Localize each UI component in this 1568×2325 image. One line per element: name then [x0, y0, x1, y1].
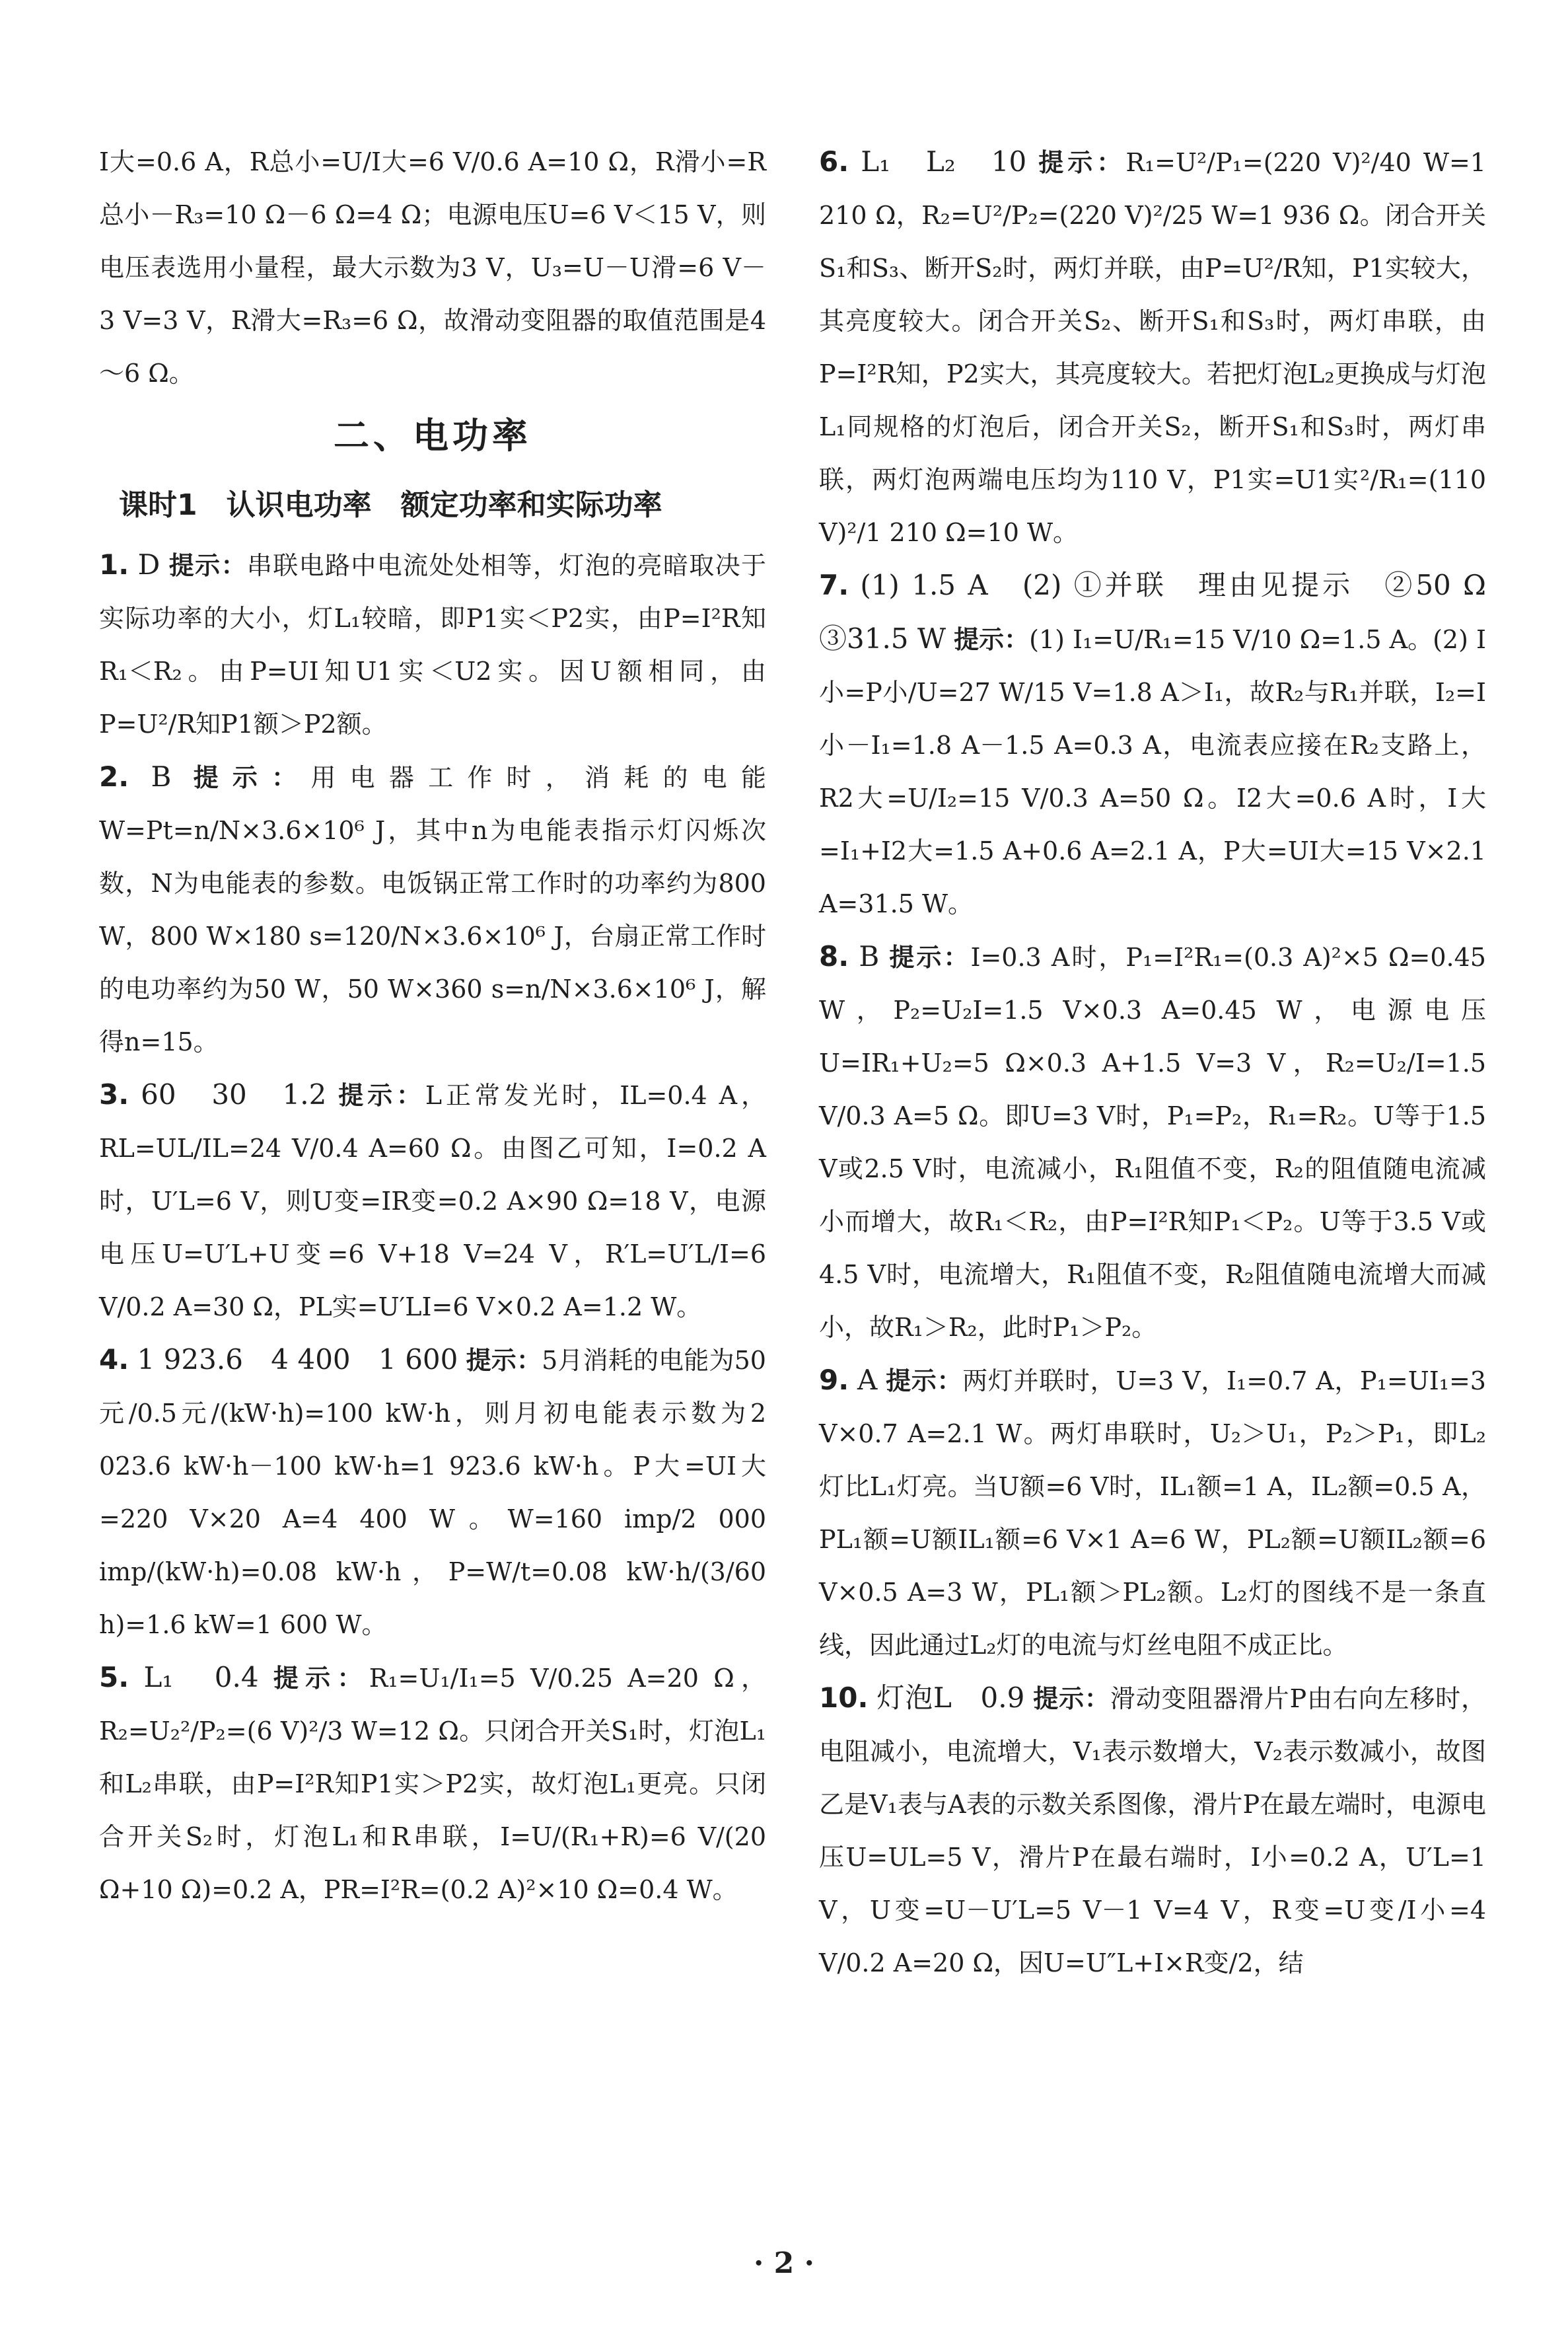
- tip-text: R₁=U₁/I₁=5 V/0.25 A=20 Ω，R₂=U₂²/P₂=(6 V)²/3 W=12 Ω。只闭合开关S₁时，灯泡L₁和L₂串联，由P=I²R知P1实＞P2实，故灯泡L₁更亮。只闭合开关S₂时，灯泡L₁和R串联，I=U/(R₁+R)=6 V/(20 Ω+10 Ω)=0.2 A，PR=I²R=(0.2 A)²×10 Ω=0.4 W。: [99, 1664, 766, 1904]
- answer: 1 923.6 4 400 1 600: [137, 1343, 458, 1376]
- tip-label: 提示：: [273, 1664, 369, 1693]
- question-10: [819, 1672, 1486, 1989]
- question-number: 2.: [99, 760, 129, 793]
- question-number: 9.: [819, 1364, 849, 1396]
- answer: 灯泡L 0.9: [876, 1681, 1025, 1714]
- question-7: [819, 559, 1515, 930]
- tip-label: 提示：: [889, 943, 971, 972]
- question-4: [99, 1333, 766, 1651]
- tip-text: 两灯并联时，U=3 V，I₁=0.7 A，P₁=UI₁=3 V×0.7 A=2.1 W。两灯串联时，U₂＞U₁，P₂＞P₁，即L₂灯比L₁灯亮。当U额=6 V时，IL₁额=1 A，IL₂额=0.5 A，PL₁额=U额IL₁额=6 V×1 A=6 W，PL₂额=U额IL₂额=6 V×0.5 A=3 W，PL₁额＞PL₂额。L₂灯的图线不是一条直线，因此通过L₂灯的电流与灯丝电阻不成正比。: [819, 1366, 1486, 1660]
- page-number: · 2 ·: [754, 2246, 814, 2280]
- question-number: 10.: [819, 1681, 869, 1714]
- question-number: 1.: [99, 548, 129, 581]
- tip-text: 滑动变阻器滑片P由右向左移时，电阻减小，电流增大，V₁表示数增大，V₂表示数减小，故图乙是V₁表与A表的示数关系图像，滑片P在最左端时，电源电压U=UL=5 V，滑片P在最右端时，I小=0.2 A，U′L=1 V，U变=U－U′L=5 V－1 V=4 V，R变=U变/I小=4 V/0.2 A=20 Ω，因U=U″L+I×R变/2，结: [819, 1684, 1486, 1977]
- question-number: 6.: [819, 145, 849, 178]
- answer: D: [137, 548, 160, 581]
- right-column: [819, 135, 1515, 1989]
- tip-text: R₁=U²/P₁=(220 V)²/40 W=1 210 Ω，R₂=U²/P₂=(220 V)²/25 W=1 936 Ω。闭合开关S₁和S₃、断开S₂时，两灯并联，由P=U²/R知，P1实较大，其亮度较大。闭合开关S₂、断开S₁和S₃时，两灯串联，由P=I²R知，P2实大，其亮度较大。若把灯泡L₂更换成与灯泡L₁同规格的灯泡后，闭合开关S₂，断开S₁和S₃时，两灯串联，两灯泡两端电压均为110 V，P1实=U1实²/R₁=(110 V)²/1 210 Ω=10 W。: [819, 148, 1486, 547]
- section-title: 二、电功率: [334, 415, 532, 457]
- tip-label: 提示：: [886, 1366, 963, 1395]
- answer: A: [857, 1364, 878, 1396]
- answer: B: [151, 760, 172, 793]
- question-number: 4.: [99, 1343, 129, 1376]
- question-number: 8.: [819, 940, 849, 973]
- tip-label: 提示：: [168, 551, 247, 580]
- tip-label: 提示：: [193, 763, 311, 792]
- left-column: [99, 135, 766, 1916]
- tip-text: 5月消耗的电能为50元/0.5元/(kW·h)=100 kW·h，则月初电能表示数为2 023.6 kW·h－100 kW·h=1 923.6 kW·h。P大=UI大=220 V×20 A=4 400 W。W=160 imp/2 000 imp/(kW·h)=0.08 kW·h，P=W/t=0.08 kW·h/(3/60 h)=1.6 kW=1 600 W。: [99, 1346, 766, 1639]
- answer: B: [859, 940, 880, 973]
- intro-paragraph: I大=0.6 A，R总小=U/I大=6 V/0.6 A=10 Ω，R滑小=R总小－R₃=10 Ω－6 Ω=4 Ω；电源电压U=6 V＜15 V，则电压表选用小量程，最大示数为3 V，U₃=U－U滑=6 V－3 V=3 V，R滑大=R₃=6 Ω，故滑动变阻器的取值范围是4～6 Ω。: [99, 147, 766, 388]
- question-number: 5.: [99, 1661, 129, 1693]
- question-6: [819, 135, 1486, 559]
- tip-label: 提示：: [338, 1081, 425, 1110]
- question-number: 3.: [99, 1078, 129, 1111]
- question-9: [819, 1354, 1486, 1672]
- tip-label: 提示：: [954, 625, 1030, 654]
- question-3: [99, 1068, 766, 1333]
- tip-text: (1) I₁=U/R₁=15 V/10 Ω=1.5 A。(2) I小=P小/U=27 W/15 V=1.8 A＞I₁，故R₂与R₁并联，I₂=I小－I₁=1.8 A－1.5 A=0.3 A，电流表应接在R₂支路上，R2大=U/I₂=15 V/0.3 A=50 Ω。I2大=0.6 A时，I大=I₁+I2大=1.5 A+0.6 A=2.1 A，P大=UI大=15 V×2.1 A=31.5 W。: [819, 625, 1486, 918]
- tip-text: 串联电路中电流处处相等，灯泡的亮暗取决于实际功率的大小，灯L₁较暗，即P1实＜P2实，由P=I²R知R₁＜R₂。由P=UI知U1实＜U2实。因U额相同，由P=U²/R知P1额＞P2额。: [99, 551, 766, 739]
- question-1: [99, 538, 766, 751]
- answer: (1) 1.5 A (2) ①并联 理由见提示 ②50 Ω ③31.5 W: [819, 569, 1515, 655]
- question-number: 7.: [819, 569, 849, 601]
- tip-label: 提示：: [1033, 1684, 1110, 1713]
- tip-text: I=0.3 A时，P₁=I²R₁=(0.3 A)²×5 Ω=0.45 W，P₂=U₂I=1.5 V×0.3 A=0.45 W，电源电压U=IR₁+U₂=5 Ω×0.3 A+1.5 V=3 V，R₂=U₂/I=1.5 V/0.3 A=5 Ω。即U=3 V时，P₁=P₂，R₁=R₂。U等于1.5 V或2.5 V时，电流减小，R₁阻值不变，R₂的阻值随电流减小而增大，故R₁＜R₂，由P=I²R知P₁＜P₂。U等于3.5 V或4.5 V时，电流增大，R₁阻值不变，R₂阻值随电流增大而减小，故R₁＞R₂，此时P₁＞P₂。: [819, 943, 1486, 1342]
- question-2: [99, 751, 766, 1068]
- answer: L₁ L₂ 10: [861, 145, 1027, 178]
- question-5: [99, 1651, 766, 1916]
- tip-text: L正常发光时，IL=0.4 A，RL=UL/IL=24 V/0.4 A=60 Ω。由图乙可知，I=0.2 A时，U′L=6 V，则U变=IR变=0.2 A×90 Ω=18 V，电源电压U=U′L+U变=6 V+18 V=24 V，R′L=U′L/I=6 V/0.2 A=30 Ω，PL实=U′LI=6 V×0.2 A=1.2 W。: [99, 1081, 766, 1321]
- question-8: [819, 930, 1486, 1354]
- tip-label: 提示：: [1038, 148, 1126, 177]
- answer: 60 30 1.2: [141, 1078, 327, 1111]
- lesson-title: 课时1 认识电功率 额定功率和实际功率: [119, 488, 662, 522]
- tip-text: 用电器工作时，消耗的电能W=Pt=n/N×3.6×10⁶ J，其中n为电能表指示灯闪烁次数，N为电能表的参数。电饭锅正常工作时的功率约为800 W，800 W×180 s=120/N×3.6×10⁶ J，台扇正常工作时的电功率约为50 W，50 W×360 s=n/N×3.6×10⁶ J，解得n=15。: [99, 763, 766, 1056]
- tip-label: 提示：: [466, 1346, 542, 1375]
- answer: L₁ 0.4: [143, 1661, 259, 1693]
